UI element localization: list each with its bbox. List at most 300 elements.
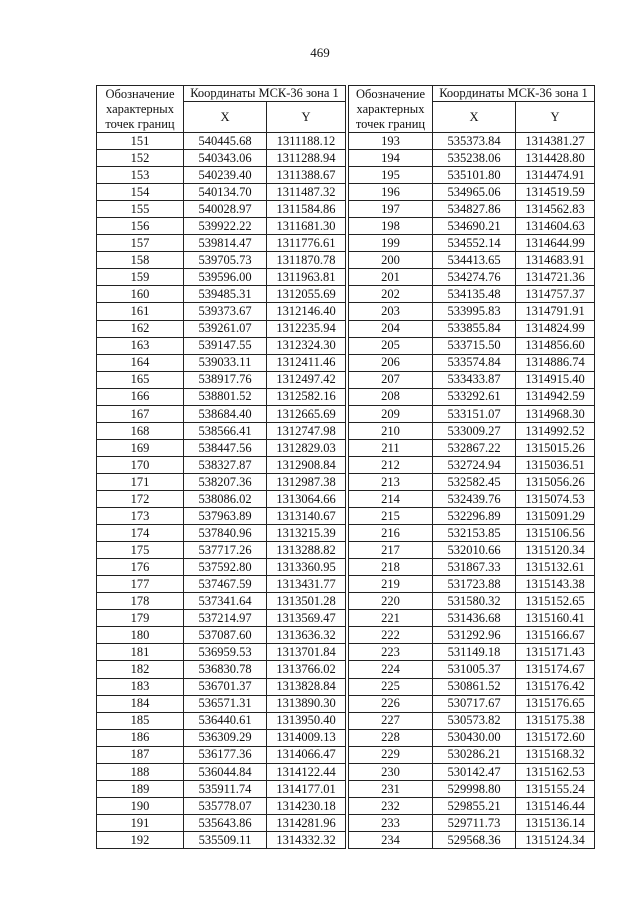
y-coordinate-cell: 1312055.69: [267, 286, 346, 303]
table-row: [349, 610, 595, 627]
point-number-cell: 179: [97, 610, 184, 627]
table-row: [349, 201, 595, 218]
y-coordinate-cell: 1315056.26: [516, 473, 595, 490]
point-number-cell: 178: [97, 593, 184, 610]
table-row: [97, 150, 346, 167]
point-number-cell: 166: [97, 388, 184, 405]
y-column-header: Y: [516, 102, 595, 133]
point-number-cell: 232: [349, 797, 433, 814]
point-number-cell: 223: [349, 644, 433, 661]
point-number-cell: 227: [349, 712, 433, 729]
y-coordinate-cell: 1314856.60: [516, 337, 595, 354]
y-coordinate-cell: 1314122.44: [267, 763, 346, 780]
y-coordinate-cell: 1315176.65: [516, 695, 595, 712]
point-number-cell: 205: [349, 337, 433, 354]
y-coordinate-cell: 1312747.98: [267, 422, 346, 439]
point-number-cell: 175: [97, 542, 184, 559]
coordinates-header: Координаты МСК-36 зона 1: [184, 86, 346, 102]
y-coordinate-cell: 1312146.40: [267, 303, 346, 320]
table-row: [349, 371, 595, 388]
x-coordinate-cell: 532867.22: [433, 439, 516, 456]
table-row: [97, 252, 346, 269]
y-column-header: Y: [267, 102, 346, 133]
point-number-cell: 155: [97, 201, 184, 218]
table-row: [349, 388, 595, 405]
y-coordinate-cell: 1314968.30: [516, 405, 595, 422]
x-coordinate-cell: 535509.11: [184, 831, 267, 848]
table-row: [97, 542, 346, 559]
table-row: [97, 456, 346, 473]
table-row: [349, 661, 595, 678]
point-number-cell: 198: [349, 218, 433, 235]
x-coordinate-cell: 531149.18: [433, 644, 516, 661]
x-coordinate-cell: 529568.36: [433, 831, 516, 848]
x-coordinate-cell: 535373.84: [433, 133, 516, 150]
table-row: [349, 167, 595, 184]
table-row: [349, 746, 595, 763]
y-coordinate-cell: 1314757.37: [516, 286, 595, 303]
point-number-cell: 185: [97, 712, 184, 729]
x-coordinate-cell: 534690.21: [433, 218, 516, 235]
table-row: [97, 337, 346, 354]
x-coordinate-cell: 532582.45: [433, 473, 516, 490]
table-row: [97, 627, 346, 644]
point-number-cell: 176: [97, 559, 184, 576]
point-number-cell: 196: [349, 184, 433, 201]
y-coordinate-cell: 1313636.32: [267, 627, 346, 644]
point-number-cell: 226: [349, 695, 433, 712]
x-coordinate-cell: 535101.80: [433, 167, 516, 184]
table-row: [349, 831, 595, 848]
table-row: [349, 490, 595, 507]
x-coordinate-cell: 533715.50: [433, 337, 516, 354]
y-coordinate-cell: 1315074.53: [516, 490, 595, 507]
point-number-cell: 228: [349, 729, 433, 746]
table-row: [97, 661, 346, 678]
x-coordinate-cell: 535238.06: [433, 150, 516, 167]
y-coordinate-cell: 1314332.32: [267, 831, 346, 848]
y-coordinate-cell: 1312908.84: [267, 456, 346, 473]
x-coordinate-cell: 536440.61: [184, 712, 267, 729]
table-row: [97, 490, 346, 507]
table-row: [97, 303, 346, 320]
point-number-cell: 225: [349, 678, 433, 695]
x-coordinate-cell: 533151.07: [433, 405, 516, 422]
x-coordinate-cell: 537717.26: [184, 542, 267, 559]
x-coordinate-cell: 539922.22: [184, 218, 267, 235]
table-row: [349, 559, 595, 576]
x-coordinate-cell: 537341.64: [184, 593, 267, 610]
point-number-cell: 151: [97, 133, 184, 150]
table-row: [97, 508, 346, 525]
table-row: [349, 354, 595, 371]
x-coordinate-cell: 529998.80: [433, 780, 516, 797]
y-coordinate-cell: 1314683.91: [516, 252, 595, 269]
table-row: [97, 797, 346, 814]
y-coordinate-cell: 1315143.38: [516, 576, 595, 593]
table-row: [349, 627, 595, 644]
y-coordinate-cell: 1311388.67: [267, 167, 346, 184]
point-number-cell: 194: [349, 150, 433, 167]
point-number-cell: 180: [97, 627, 184, 644]
x-coordinate-cell: 536830.78: [184, 661, 267, 678]
y-coordinate-cell: 1313890.30: [267, 695, 346, 712]
point-number-cell: 187: [97, 746, 184, 763]
table-row: [97, 167, 346, 184]
x-coordinate-cell: 535643.86: [184, 814, 267, 831]
y-coordinate-cell: 1315091.29: [516, 508, 595, 525]
table-row: [97, 559, 346, 576]
y-coordinate-cell: 1315160.41: [516, 610, 595, 627]
y-coordinate-cell: 1311963.81: [267, 269, 346, 286]
x-coordinate-cell: 531436.68: [433, 610, 516, 627]
table-row: [349, 456, 595, 473]
point-number-cell: 182: [97, 661, 184, 678]
point-number-cell: 199: [349, 235, 433, 252]
point-number-cell: 212: [349, 456, 433, 473]
y-coordinate-cell: 1315176.42: [516, 678, 595, 695]
x-column-header: X: [433, 102, 516, 133]
x-coordinate-cell: 536177.36: [184, 746, 267, 763]
point-number-cell: 189: [97, 780, 184, 797]
y-coordinate-cell: 1315015.26: [516, 439, 595, 456]
y-coordinate-cell: 1314942.59: [516, 388, 595, 405]
x-coordinate-cell: 531292.96: [433, 627, 516, 644]
x-coordinate-cell: 529711.73: [433, 814, 516, 831]
y-coordinate-cell: 1315166.67: [516, 627, 595, 644]
point-number-cell: 152: [97, 150, 184, 167]
y-coordinate-cell: 1313766.02: [267, 661, 346, 678]
table-row: [349, 780, 595, 797]
y-coordinate-cell: 1315175.38: [516, 712, 595, 729]
point-number-cell: 192: [97, 831, 184, 848]
y-coordinate-cell: 1314381.27: [516, 133, 595, 150]
x-coordinate-cell: 531723.88: [433, 576, 516, 593]
table-row: [349, 542, 595, 559]
x-coordinate-cell: 536959.53: [184, 644, 267, 661]
y-coordinate-cell: 1314066.47: [267, 746, 346, 763]
y-coordinate-cell: 1313950.40: [267, 712, 346, 729]
table-row: [97, 525, 346, 542]
table-row: [97, 133, 346, 150]
y-coordinate-cell: 1315162.53: [516, 763, 595, 780]
point-number-cell: 169: [97, 439, 184, 456]
point-number-cell: 219: [349, 576, 433, 593]
y-coordinate-cell: 1314474.91: [516, 167, 595, 184]
y-coordinate-cell: 1312987.38: [267, 473, 346, 490]
table-row: [97, 354, 346, 371]
x-coordinate-cell: 537087.60: [184, 627, 267, 644]
x-coordinate-cell: 540239.40: [184, 167, 267, 184]
point-number-cell: 209: [349, 405, 433, 422]
x-coordinate-cell: 531005.37: [433, 661, 516, 678]
y-coordinate-cell: 1313828.84: [267, 678, 346, 695]
table-row: [97, 695, 346, 712]
y-coordinate-cell: 1314428.80: [516, 150, 595, 167]
y-coordinate-cell: 1314886.74: [516, 354, 595, 371]
table-row: [97, 201, 346, 218]
point-number-cell: 207: [349, 371, 433, 388]
point-number-cell: 159: [97, 269, 184, 286]
table-row: [97, 763, 346, 780]
x-coordinate-cell: 536044.84: [184, 763, 267, 780]
table-row: [349, 814, 595, 831]
y-coordinate-cell: 1313215.39: [267, 525, 346, 542]
table-row: [97, 286, 346, 303]
point-number-cell: 210: [349, 422, 433, 439]
x-coordinate-cell: 532439.76: [433, 490, 516, 507]
y-coordinate-cell: 1313431.77: [267, 576, 346, 593]
table-row: [349, 150, 595, 167]
coordinates-header: Координаты МСК-36 зона 1: [433, 86, 595, 102]
y-coordinate-cell: 1315132.61: [516, 559, 595, 576]
point-number-cell: 231: [349, 780, 433, 797]
y-coordinate-cell: 1312411.46: [267, 354, 346, 371]
y-coordinate-cell: 1314009.13: [267, 729, 346, 746]
y-coordinate-cell: 1314824.99: [516, 320, 595, 337]
y-coordinate-cell: 1315120.34: [516, 542, 595, 559]
y-coordinate-cell: 1313140.67: [267, 508, 346, 525]
x-coordinate-cell: 539596.00: [184, 269, 267, 286]
y-coordinate-cell: 1313569.47: [267, 610, 346, 627]
table-row: [349, 235, 595, 252]
x-coordinate-cell: 539033.11: [184, 354, 267, 371]
point-number-cell: 191: [97, 814, 184, 831]
y-coordinate-cell: 1314604.63: [516, 218, 595, 235]
point-number-cell: 204: [349, 320, 433, 337]
table-row: [349, 763, 595, 780]
x-coordinate-cell: 530430.00: [433, 729, 516, 746]
x-coordinate-cell: 539485.31: [184, 286, 267, 303]
point-number-cell: 222: [349, 627, 433, 644]
point-number-cell: 190: [97, 797, 184, 814]
y-coordinate-cell: 1314230.18: [267, 797, 346, 814]
x-coordinate-cell: 539261.07: [184, 320, 267, 337]
x-coordinate-cell: 539373.67: [184, 303, 267, 320]
point-number-cell: 211: [349, 439, 433, 456]
x-coordinate-cell: 533995.83: [433, 303, 516, 320]
table-row: [97, 235, 346, 252]
table-row: [97, 439, 346, 456]
table-row: [349, 508, 595, 525]
y-coordinate-cell: 1314562.83: [516, 201, 595, 218]
table-row: [349, 576, 595, 593]
x-coordinate-cell: 540445.68: [184, 133, 267, 150]
point-number-cell: 195: [349, 167, 433, 184]
x-coordinate-cell: 534965.06: [433, 184, 516, 201]
table-row: [97, 610, 346, 627]
point-number-cell: 206: [349, 354, 433, 371]
table-row: [97, 814, 346, 831]
table-row: [349, 252, 595, 269]
point-number-cell: 229: [349, 746, 433, 763]
x-coordinate-cell: 532010.66: [433, 542, 516, 559]
point-number-cell: 173: [97, 508, 184, 525]
x-coordinate-cell: 538086.02: [184, 490, 267, 507]
y-coordinate-cell: 1314644.99: [516, 235, 595, 252]
x-coordinate-cell: 530573.82: [433, 712, 516, 729]
x-coordinate-cell: 530142.47: [433, 763, 516, 780]
point-number-cell: 201: [349, 269, 433, 286]
point-number-cell: 163: [97, 337, 184, 354]
x-coordinate-cell: 534135.48: [433, 286, 516, 303]
point-number-cell: 224: [349, 661, 433, 678]
y-coordinate-cell: 1314992.52: [516, 422, 595, 439]
x-coordinate-cell: 537467.59: [184, 576, 267, 593]
y-coordinate-cell: 1315152.65: [516, 593, 595, 610]
y-coordinate-cell: 1311288.94: [267, 150, 346, 167]
y-coordinate-cell: 1314281.96: [267, 814, 346, 831]
x-coordinate-cell: 536571.31: [184, 695, 267, 712]
x-coordinate-cell: 538801.52: [184, 388, 267, 405]
point-number-cell: 213: [349, 473, 433, 490]
table-row: [349, 184, 595, 201]
y-coordinate-cell: 1311188.12: [267, 133, 346, 150]
x-coordinate-cell: 530717.67: [433, 695, 516, 712]
point-number-cell: 197: [349, 201, 433, 218]
x-coordinate-cell: 537840.96: [184, 525, 267, 542]
point-number-cell: 164: [97, 354, 184, 371]
table-row: [349, 712, 595, 729]
y-coordinate-cell: 1312665.69: [267, 405, 346, 422]
table-row: [349, 422, 595, 439]
point-number-cell: 230: [349, 763, 433, 780]
table-row: [97, 422, 346, 439]
table-row: [349, 337, 595, 354]
x-coordinate-cell: 538684.40: [184, 405, 267, 422]
table-row: [349, 286, 595, 303]
table-row: [97, 746, 346, 763]
point-number-cell: 156: [97, 218, 184, 235]
table-row: [97, 678, 346, 695]
table-row: [349, 218, 595, 235]
designation-header: Обозначение характерных точек границ: [349, 86, 433, 133]
table-row: [349, 695, 595, 712]
x-coordinate-cell: 537592.80: [184, 559, 267, 576]
x-coordinate-cell: 533855.84: [433, 320, 516, 337]
point-number-cell: 217: [349, 542, 433, 559]
coordinates-table-right: [348, 85, 595, 849]
y-coordinate-cell: 1311776.61: [267, 235, 346, 252]
point-number-cell: 188: [97, 763, 184, 780]
y-coordinate-cell: 1313360.95: [267, 559, 346, 576]
x-coordinate-cell: 539705.73: [184, 252, 267, 269]
table-row: [97, 576, 346, 593]
y-coordinate-cell: 1315106.56: [516, 525, 595, 542]
point-number-cell: 184: [97, 695, 184, 712]
table-row: [97, 473, 346, 490]
point-number-cell: 167: [97, 405, 184, 422]
page-number: 469: [310, 45, 330, 60]
table-row: [97, 269, 346, 286]
point-number-cell: 183: [97, 678, 184, 695]
table-row: [97, 184, 346, 201]
y-coordinate-cell: 1313501.28: [267, 593, 346, 610]
x-coordinate-cell: 538917.76: [184, 371, 267, 388]
point-number-cell: 193: [349, 133, 433, 150]
x-coordinate-cell: 530286.21: [433, 746, 516, 763]
x-coordinate-cell: 538207.36: [184, 473, 267, 490]
point-number-cell: 233: [349, 814, 433, 831]
y-coordinate-cell: 1315168.32: [516, 746, 595, 763]
y-coordinate-cell: 1313701.84: [267, 644, 346, 661]
point-number-cell: 186: [97, 729, 184, 746]
table-row: [349, 405, 595, 422]
point-number-cell: 172: [97, 490, 184, 507]
point-number-cell: 215: [349, 508, 433, 525]
table-row: [349, 729, 595, 746]
y-coordinate-cell: 1314177.01: [267, 780, 346, 797]
point-number-cell: 154: [97, 184, 184, 201]
x-coordinate-cell: 538566.41: [184, 422, 267, 439]
y-coordinate-cell: 1315171.43: [516, 644, 595, 661]
table-row: [97, 712, 346, 729]
table-row: [97, 218, 346, 235]
x-coordinate-cell: 536701.37: [184, 678, 267, 695]
x-coordinate-cell: 534413.65: [433, 252, 516, 269]
table-row: [349, 678, 595, 695]
coordinates-table-left: [96, 85, 346, 849]
designation-header: Обозначение характерных точек границ: [97, 86, 184, 133]
x-coordinate-cell: 538447.56: [184, 439, 267, 456]
x-coordinate-cell: 540028.97: [184, 201, 267, 218]
table-row: [349, 269, 595, 286]
x-coordinate-cell: 537963.89: [184, 508, 267, 525]
x-coordinate-cell: 529855.21: [433, 797, 516, 814]
point-number-cell: 174: [97, 525, 184, 542]
y-coordinate-cell: 1314791.91: [516, 303, 595, 320]
table-row: [97, 405, 346, 422]
x-coordinate-cell: 538327.87: [184, 456, 267, 473]
point-number-cell: 220: [349, 593, 433, 610]
x-coordinate-cell: 539147.55: [184, 337, 267, 354]
x-coordinate-cell: 535911.74: [184, 780, 267, 797]
table-row: [97, 780, 346, 797]
point-number-cell: 216: [349, 525, 433, 542]
x-coordinate-cell: 533009.27: [433, 422, 516, 439]
x-coordinate-cell: 540134.70: [184, 184, 267, 201]
y-coordinate-cell: 1312235.94: [267, 320, 346, 337]
x-coordinate-cell: 536309.29: [184, 729, 267, 746]
table-row: [349, 473, 595, 490]
point-number-cell: 165: [97, 371, 184, 388]
point-number-cell: 160: [97, 286, 184, 303]
x-coordinate-cell: 540343.06: [184, 150, 267, 167]
y-coordinate-cell: 1313288.82: [267, 542, 346, 559]
y-coordinate-cell: 1315172.60: [516, 729, 595, 746]
x-coordinate-cell: 531580.32: [433, 593, 516, 610]
x-coordinate-cell: 531867.33: [433, 559, 516, 576]
point-number-cell: 221: [349, 610, 433, 627]
x-column-header: X: [184, 102, 267, 133]
y-coordinate-cell: 1312829.03: [267, 439, 346, 456]
y-coordinate-cell: 1315136.14: [516, 814, 595, 831]
x-coordinate-cell: 534827.86: [433, 201, 516, 218]
y-coordinate-cell: 1313064.66: [267, 490, 346, 507]
point-number-cell: 208: [349, 388, 433, 405]
table-row: [349, 320, 595, 337]
y-coordinate-cell: 1311681.30: [267, 218, 346, 235]
y-coordinate-cell: 1315155.24: [516, 780, 595, 797]
point-number-cell: 171: [97, 473, 184, 490]
y-coordinate-cell: 1311487.32: [267, 184, 346, 201]
y-coordinate-cell: 1311584.86: [267, 201, 346, 218]
table-row: [97, 593, 346, 610]
table-row: [349, 439, 595, 456]
y-coordinate-cell: 1315036.51: [516, 456, 595, 473]
y-coordinate-cell: 1315146.44: [516, 797, 595, 814]
point-number-cell: 168: [97, 422, 184, 439]
